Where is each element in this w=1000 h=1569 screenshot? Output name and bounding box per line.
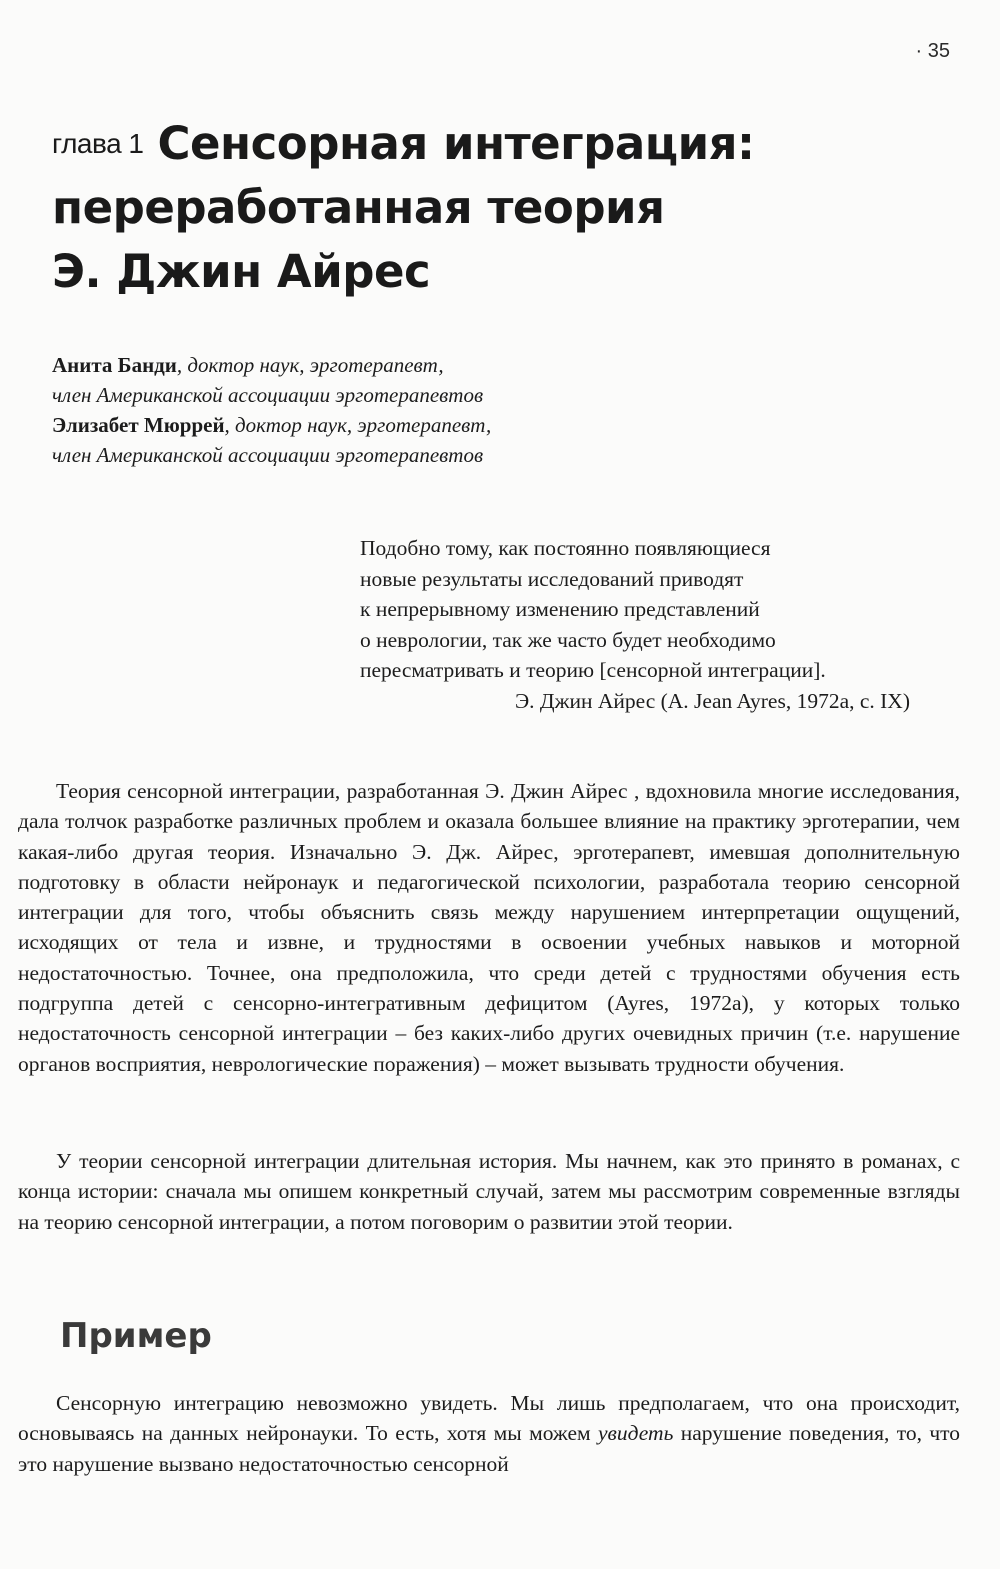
body-paragraph-3-block bbox=[18, 1388, 960, 1479]
epigraph-source: Э. Джин Айрес (A. Jean Ayres, 1972a, с. IX) bbox=[514, 688, 910, 713]
body-paragraph-2-block bbox=[18, 1146, 960, 1237]
author-2-role: , доктор наук, эрготерапевт, bbox=[224, 413, 492, 437]
author-1-name: Анита Банди bbox=[52, 353, 177, 377]
chapter-title-line-3: Э. Джин Айрес bbox=[52, 245, 431, 298]
author-2-name: Элизабет Мюррей bbox=[52, 413, 225, 437]
chapter-label: глава 1 bbox=[52, 128, 144, 159]
body-paragraph-1: Теория сенсорной интеграции, разработанная Э. Джин Айрес , вдохновила многие исследования, дала толчок разработке различных проблем и оказала большее влияние на практику эрготерапии, чем какая-либо другая теория. Изначально Э. Дж. Айрес, эрготерапевт, имевшая дополнительную подготовку в области нейронаук и педагогической психологии, разработала теорию сенсорной интеграции для того, чтобы объяснить связь между нарушением интерпретации ощущений, исходящих от тела и извне, и трудностями в освоении учебных навыков и моторной недостаточностью. Точнее, она предположила, что среди детей с трудностями обучения есть подгруппа детей с сенсорно-интегративным дефицитом (Ayres, 1972a), у которых только недостаточность сенсорной интеграции – без каких-либо других очевидных причин (т.е. нарушение органов восприятия, неврологические поражения) – может вызывать трудности обучения. bbox=[18, 779, 960, 1076]
chapter-title-text-1: Сенсорная интеграция: bbox=[157, 117, 755, 170]
epigraph-line-4: о неврологии, так же часто будет необходимо bbox=[360, 627, 776, 652]
epigraph-line-3: к непрерывному изменению представлений bbox=[360, 597, 760, 621]
author-1-membership: член Американской ассоциации эрготерапевтов bbox=[52, 383, 484, 407]
paragraph-3-text-end: нарушение поведения, то, что это нарушение вызвано недостаточностью сенсорной bbox=[18, 1421, 960, 1476]
paragraph-3-emphasis: увидеть bbox=[598, 1421, 674, 1446]
epigraph bbox=[360, 533, 940, 716]
body-paragraph-3 bbox=[18, 1388, 960, 1479]
chapter-heading bbox=[52, 112, 952, 304]
authors-block bbox=[52, 350, 672, 470]
paragraph-3-text-start: Сенсорную интеграцию невозможно увидеть. Мы лишь предполагаем, что она происходит, основываясь на данных нейронауки. То есть, хотя мы можем bbox=[18, 1391, 960, 1446]
section-heading: Пример bbox=[60, 1316, 212, 1356]
author-2-membership: член Американской ассоциации эрготерапевтов bbox=[52, 443, 484, 467]
chapter-title-line-2: переработанная теория bbox=[52, 181, 665, 234]
page-number: · 35 bbox=[915, 40, 950, 62]
chapter-title-line-1 bbox=[52, 112, 952, 176]
author-1-role: , доктор наук, эрготерапевт, bbox=[176, 353, 444, 377]
body-paragraph-1-block bbox=[18, 776, 960, 1079]
epigraph-line-2: новые результаты исследований приводят bbox=[360, 566, 744, 591]
author-1 bbox=[52, 350, 672, 380]
epigraph-line-5: пересматривать и теорию [сенсорной интеграции]. bbox=[360, 658, 826, 682]
epigraph-line-1: Подобно тому, как постоянно появляющиеся bbox=[360, 536, 771, 560]
author-2 bbox=[52, 410, 672, 440]
body-paragraph-2: У теории сенсорной интеграции длительная история. Мы начнем, как это принято в романах, с конца истории: сначала мы опишем конкретный случай, затем мы рассмотрим современные взгляды на теорию сенсорной интеграции, а потом поговорим о развитии этой теории. bbox=[18, 1149, 960, 1234]
